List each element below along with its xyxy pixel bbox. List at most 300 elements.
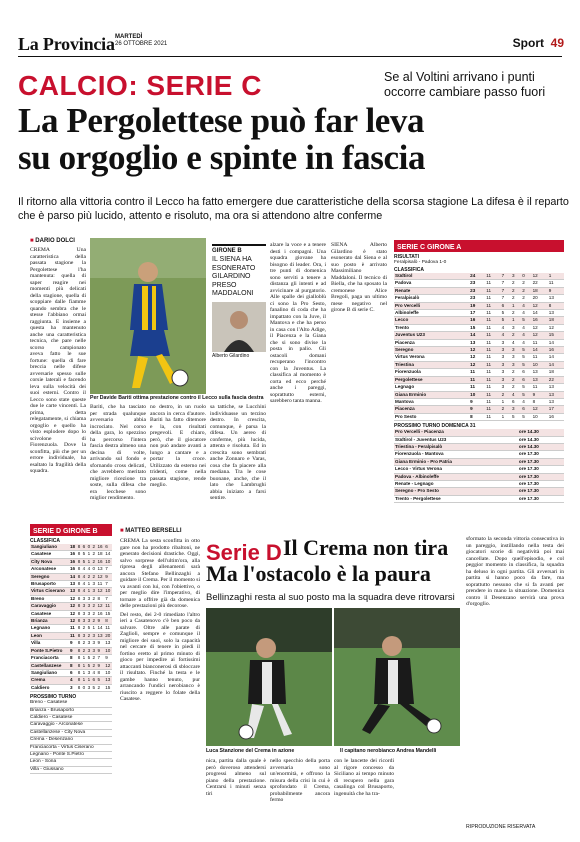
standings-d-cell: 13 <box>69 581 76 587</box>
standings-d-cell: 1 <box>82 677 86 683</box>
standings-d-cell: 4 <box>82 573 86 579</box>
standings-c-cell: 12 <box>469 361 485 368</box>
standings-d-row <box>30 677 112 684</box>
standings-d-cell: 7 <box>104 581 112 588</box>
standings-d-cell: 20 <box>105 632 111 638</box>
standings-d-cell: 8 <box>77 573 81 579</box>
next-c-cell: ore 17.30 <box>518 451 564 458</box>
standings-d-cell: 15 <box>105 610 111 616</box>
standings-c-cell: 11 <box>485 324 500 331</box>
article-subhead: Il ritorno alla vittoria contro il Lecco ha fatto emergere due caratteristiche della scorsa stagione La difesa è il reparto che è parso più lucido, attento e risoluto, ma ora si attendono altre conferme <box>18 196 569 222</box>
next-round-c-table <box>394 429 564 503</box>
standings-d-cell: 0 <box>87 544 91 549</box>
classifica-label: CLASSIFICA <box>394 267 424 273</box>
standings-d-cell: 5 <box>82 558 86 564</box>
standings-d-cell: 3 <box>92 581 96 587</box>
standings-d-cell: 11 <box>69 632 75 638</box>
standings-d-cell: 8 <box>77 684 81 690</box>
standings-c-cell: 17 <box>548 406 564 413</box>
next-d-match: Castellanzese - City Nova <box>30 730 112 737</box>
standings-c-cell: 9 <box>469 398 485 405</box>
standings-d-cell: Caldiero <box>30 684 69 691</box>
standings-c-cell: 11 <box>485 295 500 302</box>
standings-c-row <box>394 302 564 309</box>
standings-d-cell: 8 <box>77 551 81 557</box>
article-column-2: Bariti, che ha tasciato per strada qualunque avversario abbia incrociato. Nel corso della gara, lo spezzino ha percorso l'intera fascia destra almeno una decina di volte, arrivando sul fondo e sfornando cross delicati, che avrebbero meritato migliore ricezione tra soste, sulla difesa che era lecchese sono miglior rendimento. <box>90 404 146 501</box>
standings-d-cell: Castellanzese <box>30 662 69 669</box>
standings-c-cell: Pro Sesto <box>394 413 469 420</box>
next-d-match: Breno - Casatese <box>30 700 112 707</box>
standings-c-cell: 11 <box>469 384 485 391</box>
standings-c-cell: 11 <box>485 280 500 287</box>
standings-d-cell: 7 <box>104 595 112 602</box>
standings-c-cell: 12 <box>532 406 548 413</box>
standings-c-row <box>394 354 564 361</box>
standings-c-cell: 2 <box>511 332 521 339</box>
standings-d-cell: 14 <box>69 573 76 579</box>
article2-subhead: Bellinzaghi resta al suo posto ma la squadra deve ritrovarsi <box>206 592 455 603</box>
standings-c-cell: 12 <box>548 324 564 331</box>
standings-c-cell: 13 <box>548 310 564 317</box>
standings-c-cell: 2 <box>511 295 521 302</box>
standings-c-cell: 16 <box>469 317 485 324</box>
next-c-row <box>394 436 564 443</box>
standings-c-cell: 2 <box>511 376 521 383</box>
standings-d-cell: 2 <box>92 551 96 557</box>
kicker-side-text: Se al Voltini arrivano i punti occorre cambiare passo fuori <box>384 70 546 99</box>
standings-d-cell: 2 <box>92 610 96 616</box>
byline-2-marker: ■ <box>120 528 126 534</box>
headline-line-2: su orgoglio e spinte in fascia <box>18 138 426 177</box>
standings-d-cell: Sangiuliano <box>30 669 69 676</box>
standings-c-cell: Feralpisalò <box>394 295 469 302</box>
standings-d-cell: 8 <box>104 618 112 625</box>
standings-d-cell: 5 <box>97 677 105 684</box>
standings-c-cell: 16 <box>532 317 548 324</box>
standings-d-cell: 3 <box>87 669 91 675</box>
standings-serie-d <box>30 524 112 774</box>
next-c-row <box>394 488 564 495</box>
standings-d-row <box>30 551 112 558</box>
standings-c-row <box>394 317 564 324</box>
next-d-match: Caldiero - Casatese <box>30 715 112 722</box>
standings-d-cell: 0 <box>92 566 96 572</box>
standings-c-cell: 5 <box>521 354 531 361</box>
standings-d-cell: Breno <box>30 595 69 602</box>
standings-d-cell: 2 <box>87 573 91 579</box>
standings-c-cell: 10 <box>532 361 548 368</box>
standings-d-cell: 11 <box>105 625 111 631</box>
standings-d-cell: 12 <box>97 573 103 579</box>
standings-c-cell: 23 <box>469 295 485 302</box>
standings-d-cell: 6 <box>69 669 77 676</box>
standings-c-cell: Renate <box>394 287 469 294</box>
standings-d-row <box>30 655 112 662</box>
standings-c-cell: 12 <box>532 332 548 339</box>
standings-c-cell: 6 <box>521 369 531 376</box>
standings-d-cell: 3 <box>82 632 86 638</box>
standings-c-cell: 6 <box>511 398 521 405</box>
standings-c-cell: 3 <box>511 361 521 368</box>
standings-d-cell: 8 <box>77 610 81 616</box>
standings-c-cell: 13 <box>548 295 564 302</box>
header-rule <box>18 56 562 57</box>
standings-c-cell: 2 <box>511 280 521 287</box>
standings-c-cell: 16 <box>548 347 564 354</box>
standings-d-cell: 4 <box>82 581 86 587</box>
standings-c-cell: Piacenza <box>394 406 469 413</box>
standings-d-cell: Leon <box>30 632 69 639</box>
standings-d-cell: 1 <box>82 669 86 675</box>
next-c-cell: ore 14.30 <box>518 429 564 436</box>
standings-c-cell: Virtus Verona <box>394 354 469 361</box>
standings-d-cell: 9 <box>97 662 105 669</box>
standings-c-cell: 12 <box>532 324 548 331</box>
standings-c-cell: 2 <box>501 406 511 413</box>
standings-d-cell: 16 <box>69 566 76 572</box>
standings-d-cell: Legnano <box>30 625 69 632</box>
standings-d-cell: 18 <box>69 544 76 549</box>
standings-c-cell: 1 <box>501 398 511 405</box>
standings-c-cell: 11 <box>485 391 500 398</box>
standings-d-cell: 9 <box>97 618 105 625</box>
standings-d-cell: 6 <box>82 544 86 549</box>
standings-d-cell: Seregno <box>30 573 69 580</box>
article-column-3: no destro, in un ruolo ancora in cerca d'autore. Bariti ha fatto ditemore e la, con risultati pregevoli. E chiaro, però, che il giocatore non può andare avanti a lungo a cantare e a portar la croce. Utilizzato da esterno nei tridenti, come nella passata stagione, rende meglio. <box>150 404 206 488</box>
standings-d-cell: 5 <box>92 684 96 690</box>
standings-c-cell: 6 <box>501 302 511 309</box>
standings-d-cell: 1 <box>87 558 91 564</box>
standings-d-cell: 8 <box>77 632 81 638</box>
standings-c-cell: 11 <box>485 384 500 391</box>
standings-d-cell: 2 <box>92 655 96 661</box>
standings-c-cell: 5 <box>521 384 531 391</box>
article-kicker: CALCIO: SERIE C <box>18 70 262 101</box>
standings-c-cell: 11 <box>485 406 500 413</box>
standings-d-cell: 6 <box>92 677 96 683</box>
standings-d-cell: 8 <box>77 581 81 587</box>
standings-c-cell: 9 <box>469 406 485 413</box>
standings-d-cell: Brianza <box>30 618 69 625</box>
standings-d-cell: Crema <box>30 677 69 684</box>
standings-c-cell: 3 <box>501 384 511 391</box>
standings-c-cell: 11 <box>532 354 548 361</box>
standings-serie-c <box>394 240 564 503</box>
standings-c-cell: 3 <box>511 347 521 354</box>
standings-c-cell: 2 <box>511 310 521 317</box>
results-label: RISULTATI <box>394 254 419 260</box>
standings-c-cell: 14 <box>548 339 564 346</box>
standings-d-row <box>30 647 112 654</box>
standings-d-cell: 3 <box>87 684 91 690</box>
sidebar-photo <box>212 302 266 352</box>
standings-d-row <box>30 625 112 632</box>
sidebar-news-box <box>212 244 266 404</box>
next-c-cell: Padova - Albinoleffe <box>394 473 518 480</box>
standings-c-cell: 6 <box>521 376 531 383</box>
standings-c-cell: 14 <box>469 332 485 339</box>
standings-d-cell: 1 <box>87 677 91 683</box>
next-c-row <box>394 495 564 502</box>
standings-d-cell: 8 <box>69 662 77 669</box>
standings-c-cell: 2 <box>511 384 521 391</box>
standings-c-cell: 1 <box>501 413 511 420</box>
standings-c-cell: 11 <box>532 339 548 346</box>
next-round-label: PROSSIMO TURNO DOMENICA 31 <box>394 423 476 430</box>
standings-c-cell: 12 <box>532 302 548 309</box>
standings-c-table <box>394 273 564 421</box>
next-c-cell: Seregno - Pro Sesto <box>394 488 518 495</box>
standings-c-cell: 3 <box>511 324 521 331</box>
next-d-match: Brianza - Brusaporto <box>30 708 112 715</box>
standings-c-cell: 11 <box>485 413 500 420</box>
standings-d-cell: 2 <box>92 558 96 564</box>
standings-d-cell: 2 <box>82 640 86 646</box>
standings-c-cell: 18 <box>548 369 564 376</box>
article2-headline-b: Ma l'ostacolo è la paura <box>206 561 431 586</box>
standings-d-cell: 8 <box>97 669 105 676</box>
standings-d-cell: 18 <box>97 551 103 557</box>
standings-c-cell: 6 <box>521 406 531 413</box>
standings-c-row <box>394 310 564 317</box>
article2-column-5: sformato la seconda vittoria consecutiva in un pareggio, instillando nella testa dei giocatori scorie di negatività poi mai cancellate. Dopo quell'episodio, e col peggior momento in classifica, la squadra ha deluso in ogni partita. Gli avversari in partita si hanno poco da fare, ma soprattutto nessuno che si fa avanti per prendere in mano la situazione. Domenica contro il Desenzano servirà una prova d'orgoglio. <box>466 536 564 607</box>
standings-c-cell: Triestina <box>394 361 469 368</box>
next-c-cell: Südtirol - Juventus U23 <box>394 436 518 443</box>
standings-d-cell: 9 <box>97 640 105 647</box>
standings-d-cell: 16 <box>69 551 76 557</box>
article2-photo-2 <box>334 608 460 746</box>
standings-c-cell: Pergolettese <box>394 376 469 383</box>
soccer-player-illustration <box>90 238 206 394</box>
standings-d-cell: 9 <box>69 640 77 647</box>
standings-d-cell: 2 <box>82 647 86 653</box>
standings-c-cell: 5 <box>521 413 531 420</box>
standings-d-cell: Ponte S.Pietro <box>30 647 69 654</box>
standings-c-row <box>394 391 564 398</box>
standings-d-cell: 10 <box>105 558 111 564</box>
standings-c-cell: Giana Erminio <box>394 391 469 398</box>
article2-photo-1 <box>206 608 332 746</box>
standings-d-cell: 12 <box>69 618 76 624</box>
standings-d-cell: 10 <box>105 647 111 653</box>
standings-c-cell: 3 <box>501 369 511 376</box>
standings-c-row <box>394 384 564 391</box>
standings-c-cell: 9 <box>548 287 564 294</box>
next-d-match: Crema - Desenzano <box>30 737 112 744</box>
standings-c-cell: Trento <box>394 324 469 331</box>
standings-d-cell: 13 <box>105 677 111 683</box>
next-c-cell: ore 17.30 <box>518 480 564 487</box>
standings-c-cell: 24 <box>469 273 485 280</box>
standings-c-cell: 11 <box>469 376 485 383</box>
standings-c-cell: 2 <box>521 287 531 294</box>
standings-c-cell: 11 <box>485 361 500 368</box>
player-crema-illustration <box>206 608 332 746</box>
standings-c-cell: 7 <box>501 273 511 280</box>
standings-d-cell: 16 <box>97 610 103 616</box>
standings-d-cell: 5 <box>87 655 91 661</box>
standings-c-cell: 4 <box>511 391 521 398</box>
standings-d-cell: 12 <box>97 588 103 594</box>
standings-c-cell: 17 <box>469 310 485 317</box>
standings-d-cell: 8 <box>97 595 105 602</box>
article-column-5: alzare la voce e a tenere desti i compagni. Una squadra giovane ha bisogno di leader. Ora, i tre punti di domenica sono serviti a tenere a distanza gli intenti e ad avvicinare al purgatorio. Alle spalle dei gialloblù ci sono la Pro Sesto, fanalino di coda che ha impattato con la Juve, il Mantova e che ha perso in casa con l'Alto Adige, il Piacenza e la Giana che si sono divise la posta in palio. Gli ostacoli domani recuperano l'incontro con la Juventus. La classifica al momento è corta ed ecco perché anche i pareggi, soprattutto esterni, sarebbero tanta manna. <box>270 242 326 404</box>
standings-d-cell: 3 <box>92 588 96 594</box>
standings-c-cell: Fiorenzuola <box>394 369 469 376</box>
standings-c-cell: 4 <box>521 339 531 346</box>
standings-d-row <box>30 684 112 691</box>
next-c-row <box>394 458 564 465</box>
standings-d-cell: 2 <box>92 573 96 579</box>
standings-c-cell: 8 <box>469 413 485 420</box>
standings-c-cell: 11 <box>485 376 500 383</box>
standings-c-cell: 11 <box>485 317 500 324</box>
standings-d-cell: 16 <box>97 544 103 549</box>
standings-c-cell: 19 <box>469 302 485 309</box>
standings-d-cell: 0 <box>82 684 86 690</box>
standings-d-cell: 3 <box>69 684 77 691</box>
standings-d-cell: 8 <box>77 595 81 601</box>
standings-c-cell: 9 <box>532 391 548 398</box>
standings-c-row <box>394 398 564 405</box>
standings-c-cell: 14 <box>548 361 564 368</box>
standings-c-cell: Legnago <box>394 384 469 391</box>
standings-d-cell: 9 <box>104 655 112 662</box>
standings-d-cell: Brusaporto <box>30 581 69 588</box>
standings-c-row <box>394 287 564 294</box>
standings-c-cell: 3 <box>511 273 521 280</box>
standings-d-header: SERIE D GIRONE B <box>30 527 112 536</box>
standings-d-cell: Villa <box>30 640 69 647</box>
next-c-row <box>394 466 564 473</box>
person-photo-illustration <box>212 302 266 352</box>
next-c-cell: Lecco - Virtus Verona <box>394 466 518 473</box>
standings-d-cell: 4 <box>92 669 96 675</box>
standings-d-cell: 3 <box>87 603 91 609</box>
standings-d-cell: City Nova <box>30 558 69 565</box>
standings-d-cell: 2 <box>92 595 96 601</box>
standings-d-cell: 3 <box>87 618 91 624</box>
page-number: 49 <box>550 36 564 50</box>
standings-c-cell: 11 <box>548 280 564 287</box>
standings-c-cell: 13 <box>548 398 564 405</box>
standings-d-cell: 9 <box>104 573 112 580</box>
standings-d-cell: 8 <box>77 625 81 631</box>
next-c-cell: Trento - Pergolettese <box>394 495 518 502</box>
standings-d-cell: 11 <box>69 625 75 631</box>
standings-d-cell: 3 <box>92 632 96 638</box>
standings-c-cell: 3 <box>501 361 511 368</box>
standings-c-cell: 16 <box>548 413 564 420</box>
standings-d-cell: 3 <box>87 647 91 653</box>
standings-d-cell: Sangiuliano <box>30 544 69 551</box>
standings-d-cell: 3 <box>87 610 91 616</box>
standings-d-cell: 7 <box>104 566 112 573</box>
standings-d-cell: 14 <box>97 625 103 631</box>
standings-c-cell: 5 <box>501 317 511 324</box>
standings-d-cell: 15 <box>105 684 111 690</box>
standings-c-cell: 15 <box>469 324 485 331</box>
standings-c-row <box>394 413 564 420</box>
standings-d-cell: 1 <box>87 581 91 587</box>
article-column-1: CREMA Una caratteristica della passata stagione la Pergolettese l'ha mantenuta: quella di saper reagire nei momenti più delicati della stagione, quella di scoppiare dalle fiamme quando sembra che le stesse l'abbiano ormai raggiunta. E insieme a questa ha mantenuto anche una caratteristica tecnica, che pare nelle scorso campionato aveva fatto le sue fortune: quella di fare breccia nelle difese avversarie spesso sulle corsie laterali e facendo leva sulla velocità dei suoi esterni. Contro il Lecco sono state queste due le carte vincenti. La prima, detta relegatamente, si chiama orgoglio e quello ha visto esplodere dopo lo scivolone di Fiorenzuola. Dove la sconfitta, più che per un errore individuale, ha esaltato la fragilità della squadra. <box>30 247 86 474</box>
standings-d-row <box>30 566 112 573</box>
newspaper-masthead: La Provincia <box>18 34 115 54</box>
standings-d-cell: 8 <box>77 618 81 624</box>
standings-d-row <box>30 610 112 617</box>
standings-c-cell: 3 <box>511 354 521 361</box>
next-d-match: Legnano - Ponte S.Pietro <box>30 752 112 759</box>
standings-c-cell: 3 <box>501 347 511 354</box>
standings-c-cell: 11 <box>485 339 500 346</box>
standings-d-cell: 8 <box>77 647 81 653</box>
standings-c-cell: 10 <box>469 391 485 398</box>
article2-col1-para2: Del resto, dei 2-0 rimediato l'altro ieri a Casatenovo c'è ben poco da salvare. Oltre alle parate di Zaglioli, sempre e comunque il migliore dei suoi, solo la capacità nel cercare di tenere in piedi il fortino eretto al primo minuto di gioco per impedire ai fortissimi attaccanti bianconerosi di sbloccare il risultato. Finché la testa e le gambe hanno tenuto, pur arrancando l'undici nerobianco è riuscito a reggere lo folate della Casatese. <box>120 611 200 702</box>
standings-d-cell: Caravaggio <box>30 603 69 610</box>
standings-d-cell: 3 <box>82 595 86 601</box>
next-c-cell: Giana Erminio - Pro Patria <box>394 458 518 465</box>
next-c-cell: ore 17.30 <box>518 473 564 480</box>
standings-d-cell: 12 <box>105 662 111 668</box>
standings-d-cell: 8 <box>77 588 81 594</box>
standings-d-cell: 6 <box>104 544 112 551</box>
standings-c-cell: 1 <box>548 273 564 280</box>
standings-c-cell: 11 <box>469 369 485 376</box>
standings-c-row <box>394 273 564 280</box>
standings-d-cell: 4 <box>87 566 91 572</box>
next-d-match: Franciacorta - Virtus Ciserano <box>30 745 112 752</box>
article-photo <box>90 238 206 394</box>
standings-c-cell: 11 <box>485 354 500 361</box>
byline-author: DARIO DOLCI <box>35 238 75 244</box>
standings-c-cell: 4 <box>521 332 531 339</box>
standings-d-cell: 13 <box>97 632 103 638</box>
standings-d-cell: 8 <box>77 640 81 646</box>
standings-d-cell: 13 <box>97 566 103 572</box>
standings-d-cell: 10 <box>105 588 111 594</box>
standings-d-cell: 3 <box>87 640 91 646</box>
standings-c-cell: 11 <box>485 347 500 354</box>
standings-d-cell: 7 <box>97 655 105 662</box>
section-label: Sport <box>512 36 544 50</box>
next-c-row <box>394 480 564 487</box>
standings-c-cell: 11 <box>485 287 500 294</box>
byline-2 <box>120 528 182 534</box>
standings-d-cell: 8 <box>77 558 81 564</box>
next-c-row <box>394 451 564 458</box>
standings-c-cell: 18 <box>548 317 564 324</box>
standings-d-cell: 12 <box>69 595 76 601</box>
standings-c-cell: 4 <box>521 302 531 309</box>
standings-d-cell: 8 <box>77 669 81 675</box>
standings-d-cell: 2 <box>92 603 96 609</box>
standings-c-cell: 15 <box>548 332 564 339</box>
standings-d-cell: 13 <box>69 588 76 594</box>
standings-d-cell: 2 <box>87 632 91 638</box>
next-c-row <box>394 429 564 436</box>
standings-d-cell: 3 <box>92 647 96 653</box>
sidebar-headline: IL SIENA HA ESONERATO GILARDINO PRESO MADDALONI <box>212 256 256 297</box>
article2-column-1 <box>120 538 200 830</box>
standings-c-cell: Albinoleffe <box>394 310 469 317</box>
standings-c-cell: 3 <box>501 339 511 346</box>
next-d-match: Villa - Giussano <box>30 767 112 774</box>
next-c-cell: ore 14.30 <box>518 436 564 443</box>
standings-d-row <box>30 669 112 676</box>
standings-d-cell: Casatese <box>30 551 69 558</box>
standings-d-cell: 5 <box>87 625 91 631</box>
dateline-day: MARTEDÌ <box>115 34 143 40</box>
